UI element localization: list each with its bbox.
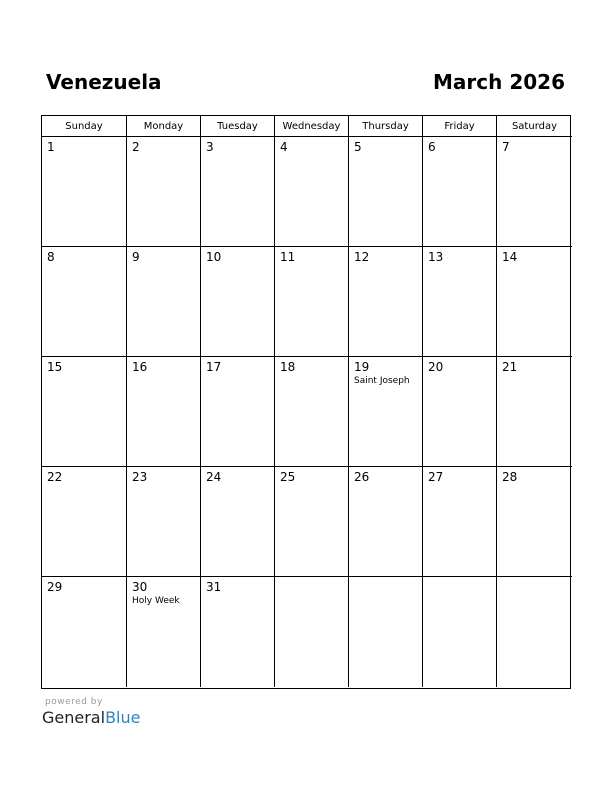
day-cell-12[interactable] bbox=[349, 247, 423, 357]
brand-logo[interactable] bbox=[42, 708, 140, 727]
weekday-header-thursday: Thursday bbox=[349, 116, 423, 137]
day-number: 7 bbox=[502, 140, 510, 154]
day-cell-17[interactable] bbox=[201, 357, 275, 467]
day-number: 8 bbox=[47, 250, 55, 264]
day-number: 5 bbox=[354, 140, 362, 154]
empty-day-cell bbox=[275, 577, 349, 687]
day-number: 15 bbox=[47, 360, 63, 374]
brand-logo-general: General bbox=[42, 708, 106, 727]
day-cell-2[interactable] bbox=[127, 137, 201, 247]
day-number: 14 bbox=[502, 250, 518, 264]
day-number: 29 bbox=[47, 580, 63, 594]
day-number: 4 bbox=[280, 140, 288, 154]
day-number: 22 bbox=[47, 470, 63, 484]
day-cell-10[interactable] bbox=[201, 247, 275, 357]
weekday-header-sunday: Sunday bbox=[42, 116, 127, 137]
day-cell-23[interactable] bbox=[127, 467, 201, 577]
brand-logo-blue: Blue bbox=[105, 708, 141, 727]
day-cell-27[interactable] bbox=[423, 467, 497, 577]
holiday-label: Saint Joseph bbox=[354, 376, 410, 386]
day-number: 6 bbox=[428, 140, 436, 154]
day-cell-26[interactable] bbox=[349, 467, 423, 577]
day-number: 27 bbox=[428, 470, 444, 484]
day-cell-13[interactable] bbox=[423, 247, 497, 357]
powered-by-label: powered by bbox=[45, 697, 103, 707]
day-number: 28 bbox=[502, 470, 518, 484]
weekday-header-friday: Friday bbox=[423, 116, 497, 137]
day-cell-31[interactable] bbox=[201, 577, 275, 687]
day-number: 17 bbox=[206, 360, 222, 374]
empty-day-cell bbox=[497, 577, 572, 687]
empty-day-cell bbox=[349, 577, 423, 687]
day-cell-22[interactable] bbox=[42, 467, 127, 577]
day-cell-29[interactable] bbox=[42, 577, 127, 687]
day-number: 24 bbox=[206, 470, 222, 484]
day-cell-5[interactable] bbox=[349, 137, 423, 247]
day-number: 21 bbox=[502, 360, 518, 374]
holiday-label: Holy Week bbox=[132, 596, 180, 606]
day-cell-14[interactable] bbox=[497, 247, 572, 357]
day-number: 26 bbox=[354, 470, 370, 484]
day-cell-15[interactable] bbox=[42, 357, 127, 467]
day-cell-20[interactable] bbox=[423, 357, 497, 467]
day-number: 13 bbox=[428, 250, 444, 264]
day-number: 3 bbox=[206, 140, 214, 154]
day-number: 1 bbox=[47, 140, 55, 154]
day-cell-6[interactable] bbox=[423, 137, 497, 247]
day-number: 18 bbox=[280, 360, 296, 374]
weekday-header-monday: Monday bbox=[127, 116, 201, 137]
day-cell-21[interactable] bbox=[497, 357, 572, 467]
day-number: 23 bbox=[132, 470, 148, 484]
day-number: 19 bbox=[354, 360, 370, 374]
empty-day-cell bbox=[423, 577, 497, 687]
day-number: 10 bbox=[206, 250, 222, 264]
calendar-grid bbox=[41, 115, 571, 689]
day-number: 30 bbox=[132, 580, 148, 594]
day-cell-30[interactable] bbox=[127, 577, 201, 687]
day-cell-1[interactable] bbox=[42, 137, 127, 247]
day-number: 16 bbox=[132, 360, 148, 374]
day-cell-19[interactable] bbox=[349, 357, 423, 467]
day-cell-8[interactable] bbox=[42, 247, 127, 357]
calendar-month-title: March 2026 bbox=[433, 70, 565, 94]
day-cell-4[interactable] bbox=[275, 137, 349, 247]
day-cell-16[interactable] bbox=[127, 357, 201, 467]
calendar-country-title: Venezuela bbox=[46, 70, 162, 94]
weekday-header-saturday: Saturday bbox=[497, 116, 572, 137]
day-cell-7[interactable] bbox=[497, 137, 572, 247]
day-cell-18[interactable] bbox=[275, 357, 349, 467]
day-cell-11[interactable] bbox=[275, 247, 349, 357]
day-cell-28[interactable] bbox=[497, 467, 572, 577]
day-number: 11 bbox=[280, 250, 296, 264]
day-number: 25 bbox=[280, 470, 296, 484]
day-number: 31 bbox=[206, 580, 222, 594]
day-number: 20 bbox=[428, 360, 444, 374]
day-number: 9 bbox=[132, 250, 140, 264]
day-number: 12 bbox=[354, 250, 370, 264]
weekday-header-wednesday: Wednesday bbox=[275, 116, 349, 137]
day-cell-9[interactable] bbox=[127, 247, 201, 357]
day-cell-25[interactable] bbox=[275, 467, 349, 577]
day-cell-24[interactable] bbox=[201, 467, 275, 577]
day-number: 2 bbox=[132, 140, 140, 154]
weekday-header-tuesday: Tuesday bbox=[201, 116, 275, 137]
day-cell-3[interactable] bbox=[201, 137, 275, 247]
